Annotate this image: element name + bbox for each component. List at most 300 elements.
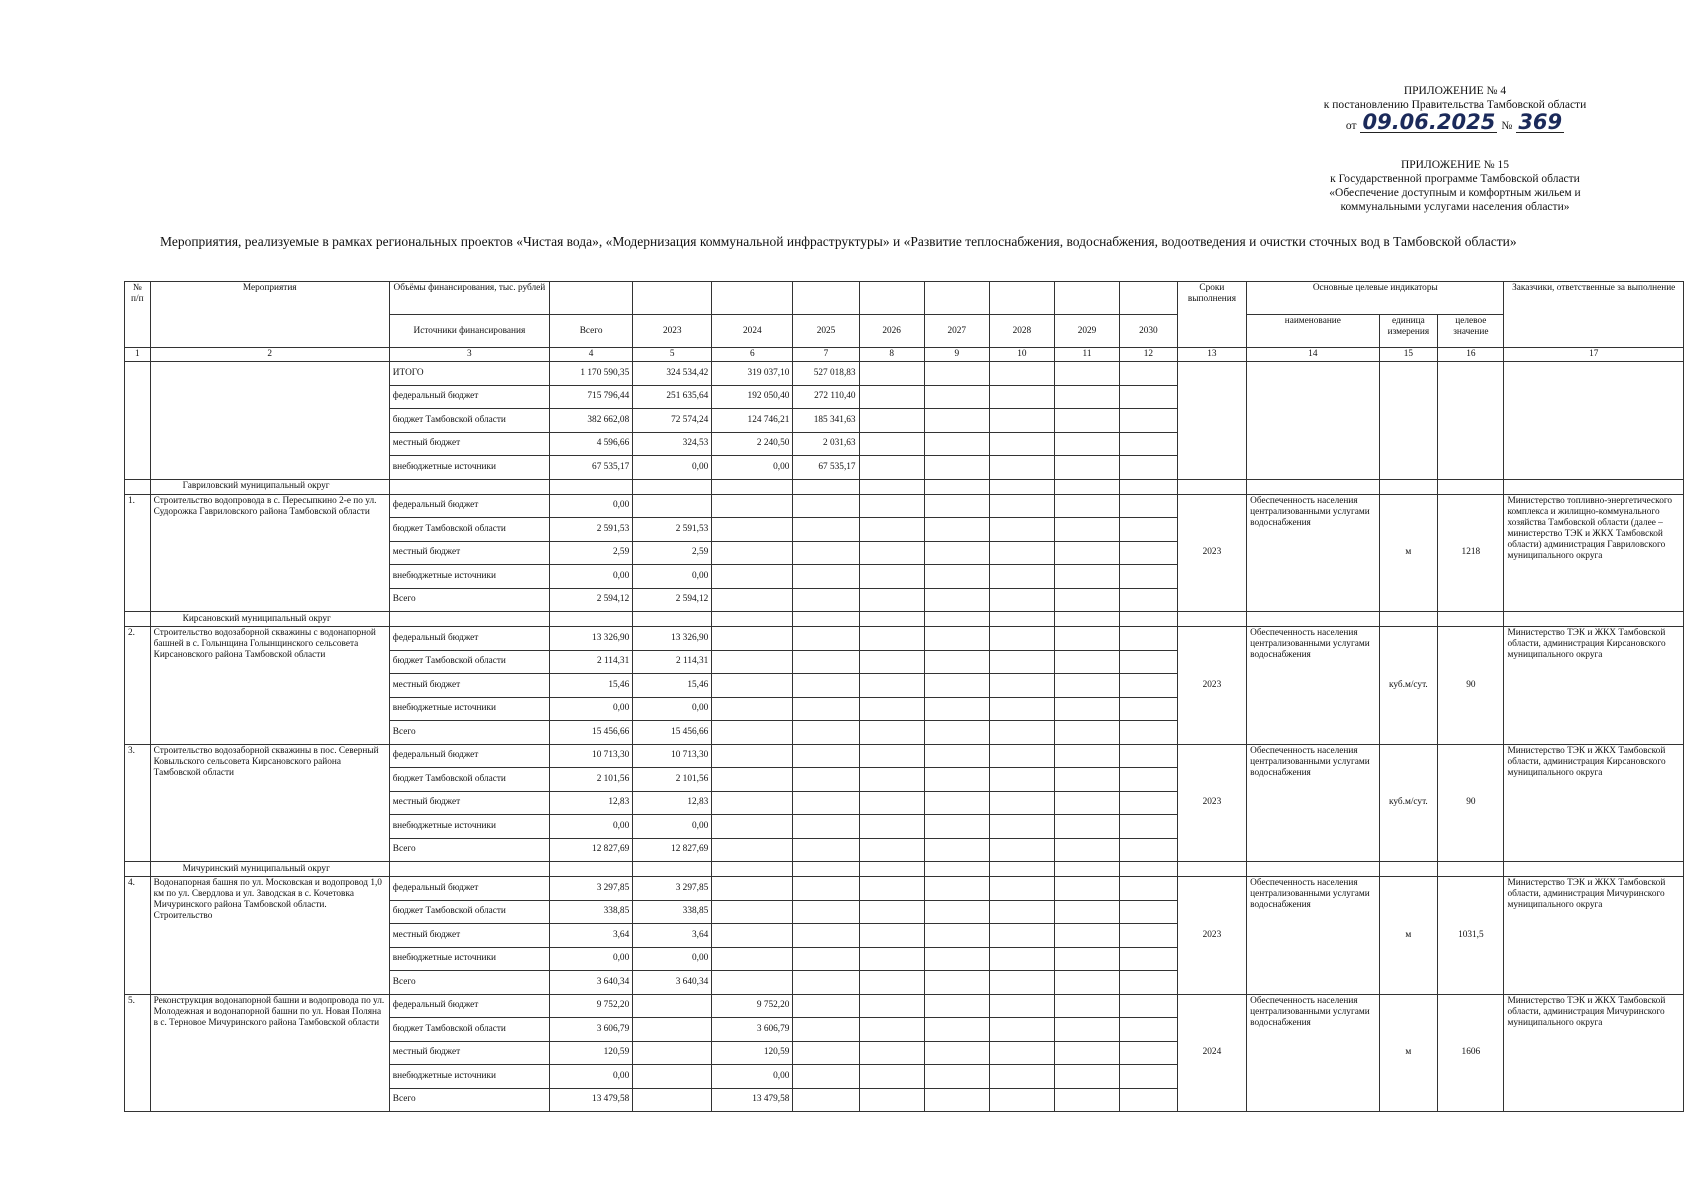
source-cell: бюджет Тамбовской области bbox=[389, 650, 549, 674]
empty-year-cell bbox=[859, 362, 924, 386]
item-indicator: Обеспеченность населения централизованными услугами водоснабжения bbox=[1247, 994, 1379, 1112]
empty-year-cell bbox=[793, 494, 859, 518]
empty-year-cell bbox=[1120, 971, 1178, 995]
empty-year-cell bbox=[989, 947, 1054, 971]
appendix-15-line3: «Обеспечение доступным и комфортным жильем и bbox=[1329, 187, 1581, 199]
empty-year-cell bbox=[1120, 541, 1178, 565]
source-cell: бюджет Тамбовской области bbox=[389, 409, 549, 433]
section-empty-cell bbox=[793, 612, 859, 627]
empty-year-cell bbox=[1054, 1088, 1119, 1112]
empty-year-cell bbox=[859, 721, 924, 745]
col-num-8: 8 bbox=[859, 348, 924, 362]
col-num-3: 3 bbox=[389, 348, 549, 362]
empty-year-cell bbox=[1054, 432, 1119, 456]
empty-year-cell bbox=[924, 994, 989, 1018]
empty-year-cell bbox=[859, 518, 924, 542]
y2024-cell: 0,00 bbox=[712, 1065, 793, 1089]
empty-year-cell bbox=[1120, 409, 1178, 433]
y2023-cell: 72 574,24 bbox=[633, 409, 712, 433]
table-body bbox=[125, 282, 1684, 1112]
source-cell: ИТОГО bbox=[389, 362, 549, 386]
empty-year-cell bbox=[1120, 518, 1178, 542]
empty-year-cell bbox=[924, 518, 989, 542]
section-empty-cell bbox=[924, 612, 989, 627]
section-empty-cell bbox=[1120, 612, 1178, 627]
empty-year-cell bbox=[1054, 565, 1119, 589]
y2025-cell: 527 018,83 bbox=[793, 362, 859, 386]
y2023-cell bbox=[633, 1018, 712, 1042]
totals-empty-cell bbox=[1438, 362, 1504, 480]
y2024-cell bbox=[712, 494, 793, 518]
total-cell: 67 535,17 bbox=[549, 456, 632, 480]
empty-year-cell bbox=[924, 1041, 989, 1065]
empty-year-cell bbox=[989, 924, 1054, 948]
item-num: 4. bbox=[125, 877, 151, 995]
empty-year-cell bbox=[1120, 994, 1178, 1018]
source-cell: федеральный бюджет bbox=[389, 994, 549, 1018]
col-header-total: Всего bbox=[549, 315, 632, 348]
section-empty-cell bbox=[1438, 862, 1504, 877]
section-title: Гавриловский муниципальный округ bbox=[150, 479, 389, 494]
empty-year-cell bbox=[924, 494, 989, 518]
total-cell: 3 606,79 bbox=[549, 1018, 632, 1042]
col-header-ind-unit: единица измерения bbox=[1379, 315, 1438, 348]
empty-year-cell bbox=[793, 565, 859, 589]
source-cell: внебюджетные источники bbox=[389, 456, 549, 480]
source-cell: Всего bbox=[389, 838, 549, 862]
empty-year-cell bbox=[1120, 1065, 1178, 1089]
empty-year-cell bbox=[924, 409, 989, 433]
item-responsible: Министерство ТЭК и ЖКХ Тамбовской области, администрация Мичуринского муниципального округа bbox=[1504, 994, 1684, 1112]
empty-year-cell bbox=[1054, 409, 1119, 433]
empty-year-cell bbox=[1120, 362, 1178, 386]
empty-year-cell bbox=[1054, 1041, 1119, 1065]
empty-year-cell bbox=[1054, 744, 1119, 768]
empty-year-cell bbox=[989, 518, 1054, 542]
empty-year-cell bbox=[1120, 494, 1178, 518]
total-cell: 13 326,90 bbox=[549, 627, 632, 651]
empty-year-cell bbox=[1054, 650, 1119, 674]
y2024-cell bbox=[712, 838, 793, 862]
section-empty-cell bbox=[1504, 479, 1684, 494]
empty-year-cell bbox=[1120, 815, 1178, 839]
empty-year-cell bbox=[859, 432, 924, 456]
empty-year-cell bbox=[924, 697, 989, 721]
empty-year-cell bbox=[859, 768, 924, 792]
total-cell: 10 713,30 bbox=[549, 744, 632, 768]
section-empty-cell bbox=[793, 862, 859, 877]
col-header-sources: Источники финансирования bbox=[389, 315, 549, 348]
empty-year-cell bbox=[793, 541, 859, 565]
empty-year-cell bbox=[793, 697, 859, 721]
number-prefix: № bbox=[1501, 120, 1513, 132]
empty-year-cell bbox=[989, 409, 1054, 433]
y2023-cell bbox=[633, 1065, 712, 1089]
empty-year-cell bbox=[859, 994, 924, 1018]
source-cell: Всего bbox=[389, 721, 549, 745]
item-responsible: Министерство ТЭК и ЖКХ Тамбовской области, администрация Кирсановского муниципального округа bbox=[1504, 627, 1684, 745]
section-empty-cell bbox=[924, 862, 989, 877]
col-num-2: 2 bbox=[150, 348, 389, 362]
handwritten-date: 09.06.2025 bbox=[1362, 110, 1496, 134]
empty-year-cell bbox=[793, 1041, 859, 1065]
empty-year-cell bbox=[793, 744, 859, 768]
y2024-cell: 13 479,58 bbox=[712, 1088, 793, 1112]
empty-year-cell bbox=[924, 432, 989, 456]
item-name: Строительство водозаборной скважины с водонапорной башней в с. Голынщина Голынщинского сельсовета Кирсановского района Тамбовской области bbox=[150, 627, 389, 745]
item-unit: м bbox=[1379, 994, 1438, 1112]
empty-year-cell bbox=[859, 674, 924, 698]
total-cell: 382 662,08 bbox=[549, 409, 632, 433]
y2025-cell: 67 535,17 bbox=[793, 456, 859, 480]
empty-year-cell bbox=[924, 838, 989, 862]
source-cell: внебюджетные источники bbox=[389, 815, 549, 839]
y2023-cell: 0,00 bbox=[633, 815, 712, 839]
section-empty-cell bbox=[1379, 862, 1438, 877]
empty-year-cell bbox=[989, 815, 1054, 839]
empty-year-cell bbox=[924, 627, 989, 651]
empty-year-cell bbox=[1054, 838, 1119, 862]
empty-year-cell bbox=[1120, 627, 1178, 651]
empty-year-cell bbox=[924, 541, 989, 565]
empty-year-cell bbox=[1120, 565, 1178, 589]
column-numbers-row bbox=[125, 348, 1684, 362]
item-target-value: 1031,5 bbox=[1438, 877, 1504, 995]
item-unit: м bbox=[1379, 877, 1438, 995]
y2025-cell: 2 031,63 bbox=[793, 432, 859, 456]
empty-year-cell bbox=[1120, 385, 1178, 409]
empty-year-cell bbox=[989, 541, 1054, 565]
empty-year-cell bbox=[1054, 768, 1119, 792]
document-title: Мероприятия, реализуемые в рамках региональных проектов «Чистая вода», «Модернизация коммунальной инфраструктуры» и «Развитие теплоснабжения, водоснабжения, водоотведения и очистки сточных вод в Тамбовской области» bbox=[160, 234, 1517, 249]
y2024-cell: 3 606,79 bbox=[712, 1018, 793, 1042]
y2023-cell: 2 101,56 bbox=[633, 768, 712, 792]
empty-year-cell bbox=[924, 674, 989, 698]
empty-year-cell bbox=[924, 650, 989, 674]
total-cell: 2,59 bbox=[549, 541, 632, 565]
empty-year-cell bbox=[1054, 994, 1119, 1018]
y2024-cell bbox=[712, 815, 793, 839]
totals-row bbox=[125, 362, 1684, 386]
y2023-cell: 3 297,85 bbox=[633, 877, 712, 901]
y2023-cell: 12 827,69 bbox=[633, 838, 712, 862]
col-header-2027: 2027 bbox=[924, 315, 989, 348]
empty-year-cell bbox=[924, 971, 989, 995]
col-header-ind-name: наименование bbox=[1247, 315, 1379, 348]
item-deadline: 2023 bbox=[1177, 494, 1246, 612]
section-empty-cell bbox=[989, 479, 1054, 494]
empty-year-cell bbox=[989, 1018, 1054, 1042]
col-header-2029: 2029 bbox=[1054, 315, 1119, 348]
empty-year-cell bbox=[924, 1088, 989, 1112]
empty-year-cell bbox=[924, 815, 989, 839]
source-cell: местный бюджет bbox=[389, 1041, 549, 1065]
section-empty-cell bbox=[389, 479, 549, 494]
empty-year-cell bbox=[859, 947, 924, 971]
empty-year-cell bbox=[1054, 791, 1119, 815]
empty-year-cell bbox=[989, 1065, 1054, 1089]
appendix-15-header bbox=[1290, 158, 1620, 214]
section-num-cell bbox=[125, 612, 151, 627]
col-header-responsible: Заказчики, ответственные за выполнение bbox=[1504, 282, 1684, 348]
y2024-cell: 0,00 bbox=[712, 456, 793, 480]
source-cell: Всего bbox=[389, 971, 549, 995]
total-cell: 2 101,56 bbox=[549, 768, 632, 792]
empty-year-cell bbox=[989, 362, 1054, 386]
y2023-cell: 324,53 bbox=[633, 432, 712, 456]
item-deadline: 2024 bbox=[1177, 994, 1246, 1112]
section-empty-cell bbox=[1247, 862, 1379, 877]
empty-year-cell bbox=[793, 838, 859, 862]
total-cell: 4 596,66 bbox=[549, 432, 632, 456]
source-cell: внебюджетные источники bbox=[389, 697, 549, 721]
empty-year-cell bbox=[793, 627, 859, 651]
empty-year-cell bbox=[859, 697, 924, 721]
empty-year-cell bbox=[793, 1065, 859, 1089]
col-num-1: 1 bbox=[125, 348, 151, 362]
section-empty-cell bbox=[1054, 862, 1119, 877]
item-deadline: 2023 bbox=[1177, 627, 1246, 745]
y2023-cell: 2,59 bbox=[633, 541, 712, 565]
col-header-2030: 2030 bbox=[1120, 315, 1178, 348]
empty-year-cell bbox=[1120, 900, 1178, 924]
total-cell: 338,85 bbox=[549, 900, 632, 924]
y2024-cell: 192 050,40 bbox=[712, 385, 793, 409]
empty-year-cell bbox=[989, 971, 1054, 995]
empty-year-cell bbox=[924, 744, 989, 768]
total-cell: 2 591,53 bbox=[549, 518, 632, 542]
total-cell: 0,00 bbox=[549, 815, 632, 839]
section-empty-cell bbox=[1120, 479, 1178, 494]
empty-year-cell bbox=[1054, 697, 1119, 721]
y2024-cell bbox=[712, 971, 793, 995]
table-row bbox=[125, 994, 1684, 1018]
y2024-cell: 2 240,50 bbox=[712, 432, 793, 456]
section-empty-cell bbox=[633, 479, 712, 494]
total-cell: 1 170 590,35 bbox=[549, 362, 632, 386]
y2024-cell bbox=[712, 674, 793, 698]
item-responsible: Министерство ТЭК и ЖКХ Тамбовской области, администрация Кирсановского муниципального округа bbox=[1504, 744, 1684, 862]
source-cell: Всего bbox=[389, 1088, 549, 1112]
empty-year-cell bbox=[793, 924, 859, 948]
col-num-9: 9 bbox=[924, 348, 989, 362]
appendix-15-line4: коммунальными услугами населения области» bbox=[1340, 201, 1570, 213]
total-cell: 3 297,85 bbox=[549, 877, 632, 901]
source-cell: бюджет Тамбовской области bbox=[389, 1018, 549, 1042]
y2024-cell bbox=[712, 947, 793, 971]
empty-year-cell bbox=[989, 385, 1054, 409]
col-header-deadline: Сроки выполнения bbox=[1177, 282, 1246, 348]
empty-year-cell bbox=[793, 674, 859, 698]
y2024-cell bbox=[712, 518, 793, 542]
source-cell: федеральный бюджет bbox=[389, 385, 549, 409]
empty-year-cell bbox=[1054, 947, 1119, 971]
empty-year-cell bbox=[793, 1018, 859, 1042]
empty-year-cell bbox=[989, 744, 1054, 768]
col-num-14: 14 bbox=[1247, 348, 1379, 362]
source-cell: федеральный бюджет bbox=[389, 744, 549, 768]
y2024-cell bbox=[712, 924, 793, 948]
empty-year-cell bbox=[1120, 674, 1178, 698]
y2024-cell bbox=[712, 900, 793, 924]
section-empty-cell bbox=[859, 612, 924, 627]
section-empty-cell bbox=[1379, 612, 1438, 627]
y2024-cell bbox=[712, 588, 793, 612]
empty-year-cell bbox=[1120, 791, 1178, 815]
total-cell: 9 752,20 bbox=[549, 994, 632, 1018]
source-cell: внебюджетные источники bbox=[389, 947, 549, 971]
empty-year-cell bbox=[793, 791, 859, 815]
section-num-cell bbox=[125, 479, 151, 494]
section-empty-cell bbox=[1438, 479, 1504, 494]
y2023-cell: 0,00 bbox=[633, 697, 712, 721]
y2023-cell: 324 534,42 bbox=[633, 362, 712, 386]
col-num-6: 6 bbox=[712, 348, 793, 362]
col-header-volumes: Объёмы финансирования, тыс. рублей bbox=[389, 282, 549, 315]
y2024-cell bbox=[712, 650, 793, 674]
col-num-7: 7 bbox=[793, 348, 859, 362]
source-cell: бюджет Тамбовской области bbox=[389, 900, 549, 924]
col-header-ind-value: целевое значение bbox=[1438, 315, 1504, 348]
empty-year-cell bbox=[924, 362, 989, 386]
table-row bbox=[125, 877, 1684, 901]
appendix-4-title: ПРИЛОЖЕНИЕ № 4 bbox=[1403, 85, 1507, 97]
total-cell: 715 796,44 bbox=[549, 385, 632, 409]
section-empty-cell bbox=[389, 862, 549, 877]
empty-year-cell bbox=[1120, 697, 1178, 721]
empty-year-cell bbox=[793, 721, 859, 745]
col-header-2025: 2025 bbox=[793, 315, 859, 348]
item-indicator: Обеспеченность населения централизованными услугами водоснабжения bbox=[1247, 744, 1379, 862]
section-empty-cell bbox=[1247, 612, 1379, 627]
empty-year-cell bbox=[859, 565, 924, 589]
empty-year-cell bbox=[924, 791, 989, 815]
empty-year-cell bbox=[1054, 494, 1119, 518]
item-indicator: Обеспеченность населения централизованными услугами водоснабжения bbox=[1247, 877, 1379, 995]
empty-year-cell bbox=[859, 1041, 924, 1065]
total-cell: 12,83 bbox=[549, 791, 632, 815]
section-empty-cell bbox=[633, 862, 712, 877]
empty-year-cell bbox=[1120, 1018, 1178, 1042]
empty-year-cell bbox=[1054, 456, 1119, 480]
source-cell: местный бюджет bbox=[389, 674, 549, 698]
source-cell: федеральный бюджет bbox=[389, 627, 549, 651]
empty-year-cell bbox=[989, 900, 1054, 924]
col-header-indicators: Основные целевые индикаторы bbox=[1247, 282, 1504, 315]
y2024-cell bbox=[712, 768, 793, 792]
empty-year-cell bbox=[859, 877, 924, 901]
source-cell: федеральный бюджет bbox=[389, 877, 549, 901]
col-num-12: 12 bbox=[1120, 348, 1178, 362]
section-empty-cell bbox=[1247, 479, 1379, 494]
empty-year-cell bbox=[1054, 877, 1119, 901]
table-row bbox=[125, 627, 1684, 651]
totals-empty-cell bbox=[1247, 362, 1379, 480]
section-empty-cell bbox=[1438, 612, 1504, 627]
section-empty-cell bbox=[1504, 612, 1684, 627]
total-cell: 0,00 bbox=[549, 565, 632, 589]
section-empty-cell bbox=[549, 479, 632, 494]
empty-year-cell bbox=[924, 877, 989, 901]
empty-year-cell bbox=[859, 1018, 924, 1042]
empty-year-cell bbox=[793, 588, 859, 612]
item-name: Водонапорная башня по ул. Московская и водопровод 1,0 км по ул. Свердлова и ул. Заводская в с. Кочетовка Мичуринского района Тамбовской области. Строительство bbox=[150, 877, 389, 995]
col-header-num: № п/п bbox=[125, 282, 151, 348]
empty-year-cell bbox=[793, 1088, 859, 1112]
empty-year-cell bbox=[1120, 768, 1178, 792]
col-num-13: 13 bbox=[1177, 348, 1246, 362]
col-header-2024: 2024 bbox=[712, 315, 793, 348]
empty-year-cell bbox=[989, 768, 1054, 792]
section-empty-cell bbox=[859, 479, 924, 494]
empty-year-cell bbox=[989, 627, 1054, 651]
y2023-cell bbox=[633, 994, 712, 1018]
section-empty-cell bbox=[712, 862, 793, 877]
y2023-cell: 251 635,64 bbox=[633, 385, 712, 409]
source-cell: местный бюджет bbox=[389, 541, 549, 565]
empty-year-cell bbox=[1120, 924, 1178, 948]
table-row bbox=[125, 744, 1684, 768]
empty-year-cell bbox=[924, 1065, 989, 1089]
totals-empty-cell bbox=[1504, 362, 1684, 480]
section-empty-cell bbox=[712, 612, 793, 627]
empty-year-cell bbox=[1054, 1065, 1119, 1089]
total-cell: 0,00 bbox=[549, 697, 632, 721]
section-empty-cell bbox=[1054, 612, 1119, 627]
appendix-4-header bbox=[1290, 84, 1620, 133]
item-unit: м bbox=[1379, 494, 1438, 612]
item-num: 1. bbox=[125, 494, 151, 612]
empty-year-cell bbox=[859, 456, 924, 480]
totals-empty-cell bbox=[1177, 362, 1246, 480]
total-cell: 3,64 bbox=[549, 924, 632, 948]
empty-year-cell bbox=[1054, 362, 1119, 386]
empty-year-cell bbox=[859, 409, 924, 433]
y2024-cell bbox=[712, 877, 793, 901]
empty-year-cell bbox=[1054, 385, 1119, 409]
empty-year-cell bbox=[1054, 971, 1119, 995]
y2024-cell bbox=[712, 791, 793, 815]
empty-year-cell bbox=[859, 1065, 924, 1089]
empty-year-cell bbox=[859, 385, 924, 409]
empty-year-cell bbox=[924, 721, 989, 745]
total-cell: 12 827,69 bbox=[549, 838, 632, 862]
empty-year-cell bbox=[989, 877, 1054, 901]
empty-year-cell bbox=[793, 650, 859, 674]
section-empty-cell bbox=[793, 479, 859, 494]
appendix-4-date-line bbox=[1346, 112, 1564, 133]
source-cell: местный бюджет bbox=[389, 791, 549, 815]
item-name: Строительство водопровода в с. Пересыпкино 2-е по ул. Судорожка Гавриловского района Тамбовской области bbox=[150, 494, 389, 612]
y2023-cell: 0,00 bbox=[633, 565, 712, 589]
empty-year-cell bbox=[1054, 900, 1119, 924]
section-empty-cell bbox=[1177, 612, 1246, 627]
section-empty-cell bbox=[1120, 862, 1178, 877]
empty-year-cell bbox=[1054, 674, 1119, 698]
empty-year-cell bbox=[924, 565, 989, 589]
empty-year-cell bbox=[793, 877, 859, 901]
total-cell: 15,46 bbox=[549, 674, 632, 698]
empty-year-cell bbox=[924, 924, 989, 948]
empty-year-cell bbox=[1054, 815, 1119, 839]
empty-year-cell bbox=[793, 518, 859, 542]
y2024-cell: 9 752,20 bbox=[712, 994, 793, 1018]
y2024-cell: 319 037,10 bbox=[712, 362, 793, 386]
empty-year-cell bbox=[989, 721, 1054, 745]
section-empty-cell bbox=[989, 612, 1054, 627]
item-target-value: 90 bbox=[1438, 627, 1504, 745]
empty-year-cell bbox=[859, 900, 924, 924]
